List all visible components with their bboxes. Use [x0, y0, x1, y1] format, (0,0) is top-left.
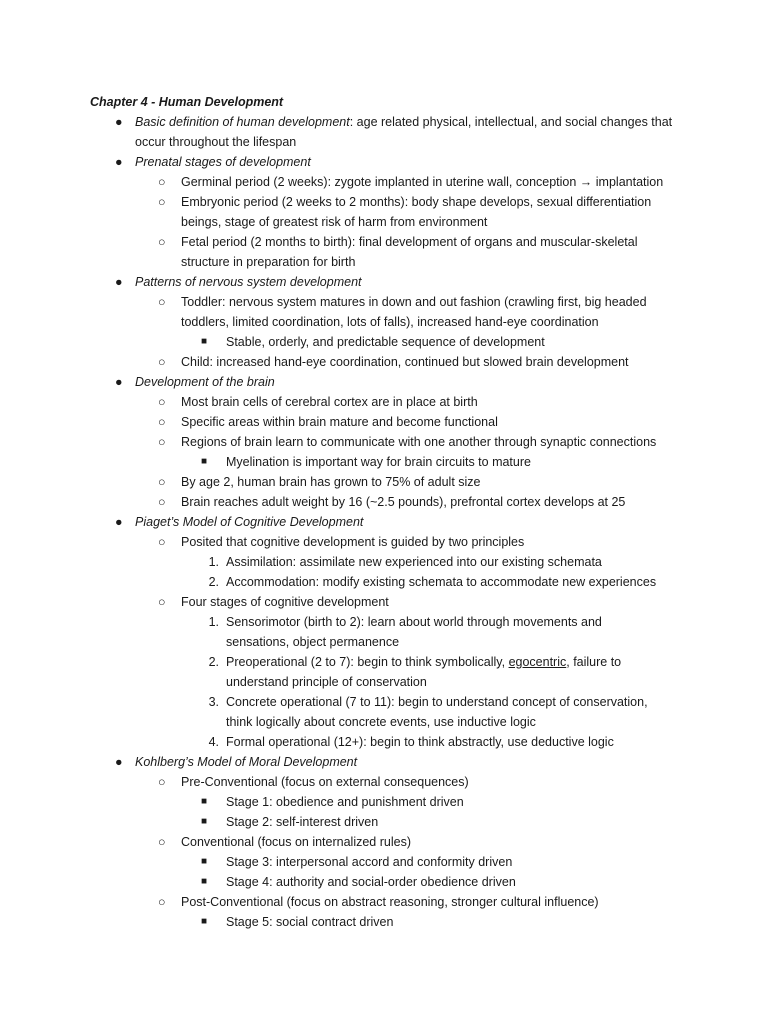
section-heading-brain: Development of the brain: [135, 375, 275, 389]
section-heading-prenatal: Prenatal stages of development: [135, 155, 311, 169]
bullet-l3: ■: [201, 876, 208, 887]
bullet-l2: ○: [158, 475, 166, 489]
bullet-l2: ○: [158, 595, 166, 609]
list-item: Stage 1: obedience and punishment driven: [226, 795, 464, 809]
list-item: Stable, orderly, and predictable sequence of development: [226, 335, 545, 349]
list-item: Concrete operational (7 to 11): begin to understand concept of conservation,: [226, 695, 648, 709]
list-item-continuation: understand principle of conservation: [226, 675, 427, 689]
bullet-l2: ○: [158, 235, 166, 249]
bullet-l3: ■: [201, 856, 208, 867]
section-heading-piaget: Piaget’s Model of Cognitive Development: [135, 515, 364, 529]
list-number: 1.: [208, 615, 219, 629]
list-item: Formal operational (12+): begin to think abstractly, use deductive logic: [226, 735, 614, 749]
list-item-basic-definition: Basic definition of human development: age related physical, intellectual, and social changes that: [135, 115, 673, 129]
list-item: Sensorimotor (birth to 2): learn about world through movements and: [226, 615, 602, 629]
underlined-term: egocentric: [508, 655, 567, 669]
bullet-l2: ○: [158, 835, 166, 849]
bullet-l1: ●: [115, 755, 123, 769]
list-item: Four stages of cognitive development: [181, 595, 389, 609]
bullet-l1: ●: [115, 275, 123, 289]
list-item-continuation: beings, stage of greatest risk of harm from environment: [181, 215, 488, 229]
list-number: 4.: [208, 735, 219, 749]
list-item: Post-Conventional (focus on abstract reasoning, stronger cultural influence): [181, 895, 599, 909]
bullet-l1: ●: [115, 155, 123, 169]
list-item: Conventional (focus on internalized rules): [181, 835, 411, 849]
list-item: Stage 4: authority and social-order obedience driven: [226, 875, 516, 889]
list-item: Stage 2: self-interest driven: [226, 815, 379, 829]
list-item: Germinal period (2 weeks): zygote implanted in uterine wall, conception → implantation: [181, 175, 664, 189]
list-item: Specific areas within brain mature and become functional: [181, 415, 498, 429]
section-heading-kohlberg: Kohlberg’s Model of Moral Development: [135, 755, 358, 769]
list-item: Accommodation: modify existing schemata to accommodate new experiences: [226, 575, 657, 589]
bullet-l2: ○: [158, 395, 166, 409]
list-item-continuation: occur throughout the lifespan: [135, 135, 297, 149]
list-item: Brain reaches adult weight by 16 (~2.5 pounds), prefrontal cortex develops at 25: [181, 495, 626, 509]
bullet-l1: ●: [115, 515, 123, 529]
term: Basic definition of human development: [135, 115, 350, 129]
bullet-l3: ■: [201, 796, 208, 807]
list-item: Embryonic period (2 weeks to 2 months): body shape develops, sexual differentiation: [181, 195, 652, 209]
bullet-l2: ○: [158, 295, 166, 309]
bullet-l3: ■: [201, 816, 208, 827]
bullet-l1: ●: [115, 115, 123, 129]
list-item: By age 2, human brain has grown to 75% of adult size: [181, 475, 481, 489]
bullet-l2: ○: [158, 355, 166, 369]
list-item: Stage 5: social contract driven: [226, 915, 394, 929]
list-item: Most brain cells of cerebral cortex are in place at birth: [181, 395, 478, 409]
list-number: 1.: [208, 555, 219, 569]
list-item: Child: increased hand-eye coordination, continued but slowed brain development: [181, 355, 629, 369]
bullet-l2: ○: [158, 195, 166, 209]
list-item-continuation: toddlers, limited coordination, lots of falls), increased hand-eye coordination: [181, 315, 599, 329]
bullet-l2: ○: [158, 895, 166, 909]
bullet-l2: ○: [158, 775, 166, 789]
bullet-l3: ■: [201, 336, 208, 347]
list-item: Preoperational (2 to 7): begin to think symbolically, egocentric, failure to: [226, 655, 622, 669]
list-item-continuation: structure in preparation for birth: [181, 255, 356, 269]
bullet-l3: ■: [201, 916, 208, 927]
list-item: Stage 3: interpersonal accord and conformity driven: [226, 855, 513, 869]
page-title: Chapter 4 - Human Development: [90, 95, 284, 109]
list-item: Assimilation: assimilate new experienced into our existing schemata: [226, 555, 602, 569]
bullet-l2: ○: [158, 415, 166, 429]
bullet-l3: ■: [201, 456, 208, 467]
list-item-continuation: sensations, object permanence: [226, 635, 400, 649]
list-item: Regions of brain learn to communicate with one another through synaptic connections: [181, 435, 657, 449]
list-number: 2.: [208, 575, 219, 589]
bullet-l1: ●: [115, 375, 123, 389]
list-item-continuation: think logically about concrete events, use inductive logic: [226, 715, 536, 729]
list-item: Myelination is important way for brain circuits to mature: [226, 455, 531, 469]
bullet-l2: ○: [158, 175, 166, 189]
bullet-l2: ○: [158, 435, 166, 449]
list-item: Pre-Conventional (focus on external consequences): [181, 775, 469, 789]
list-number: 2.: [208, 655, 219, 669]
list-item: Fetal period (2 months to birth): final development of organs and muscular-skeletal: [181, 235, 638, 249]
bullet-l2: ○: [158, 535, 166, 549]
list-item: Posited that cognitive development is guided by two principles: [181, 535, 525, 549]
section-heading-nervous-system: Patterns of nervous system development: [135, 275, 362, 289]
list-item: Toddler: nervous system matures in down and out fashion (crawling first, big headed: [181, 295, 647, 309]
bullet-l2: ○: [158, 495, 166, 509]
list-number: 3.: [208, 695, 219, 709]
